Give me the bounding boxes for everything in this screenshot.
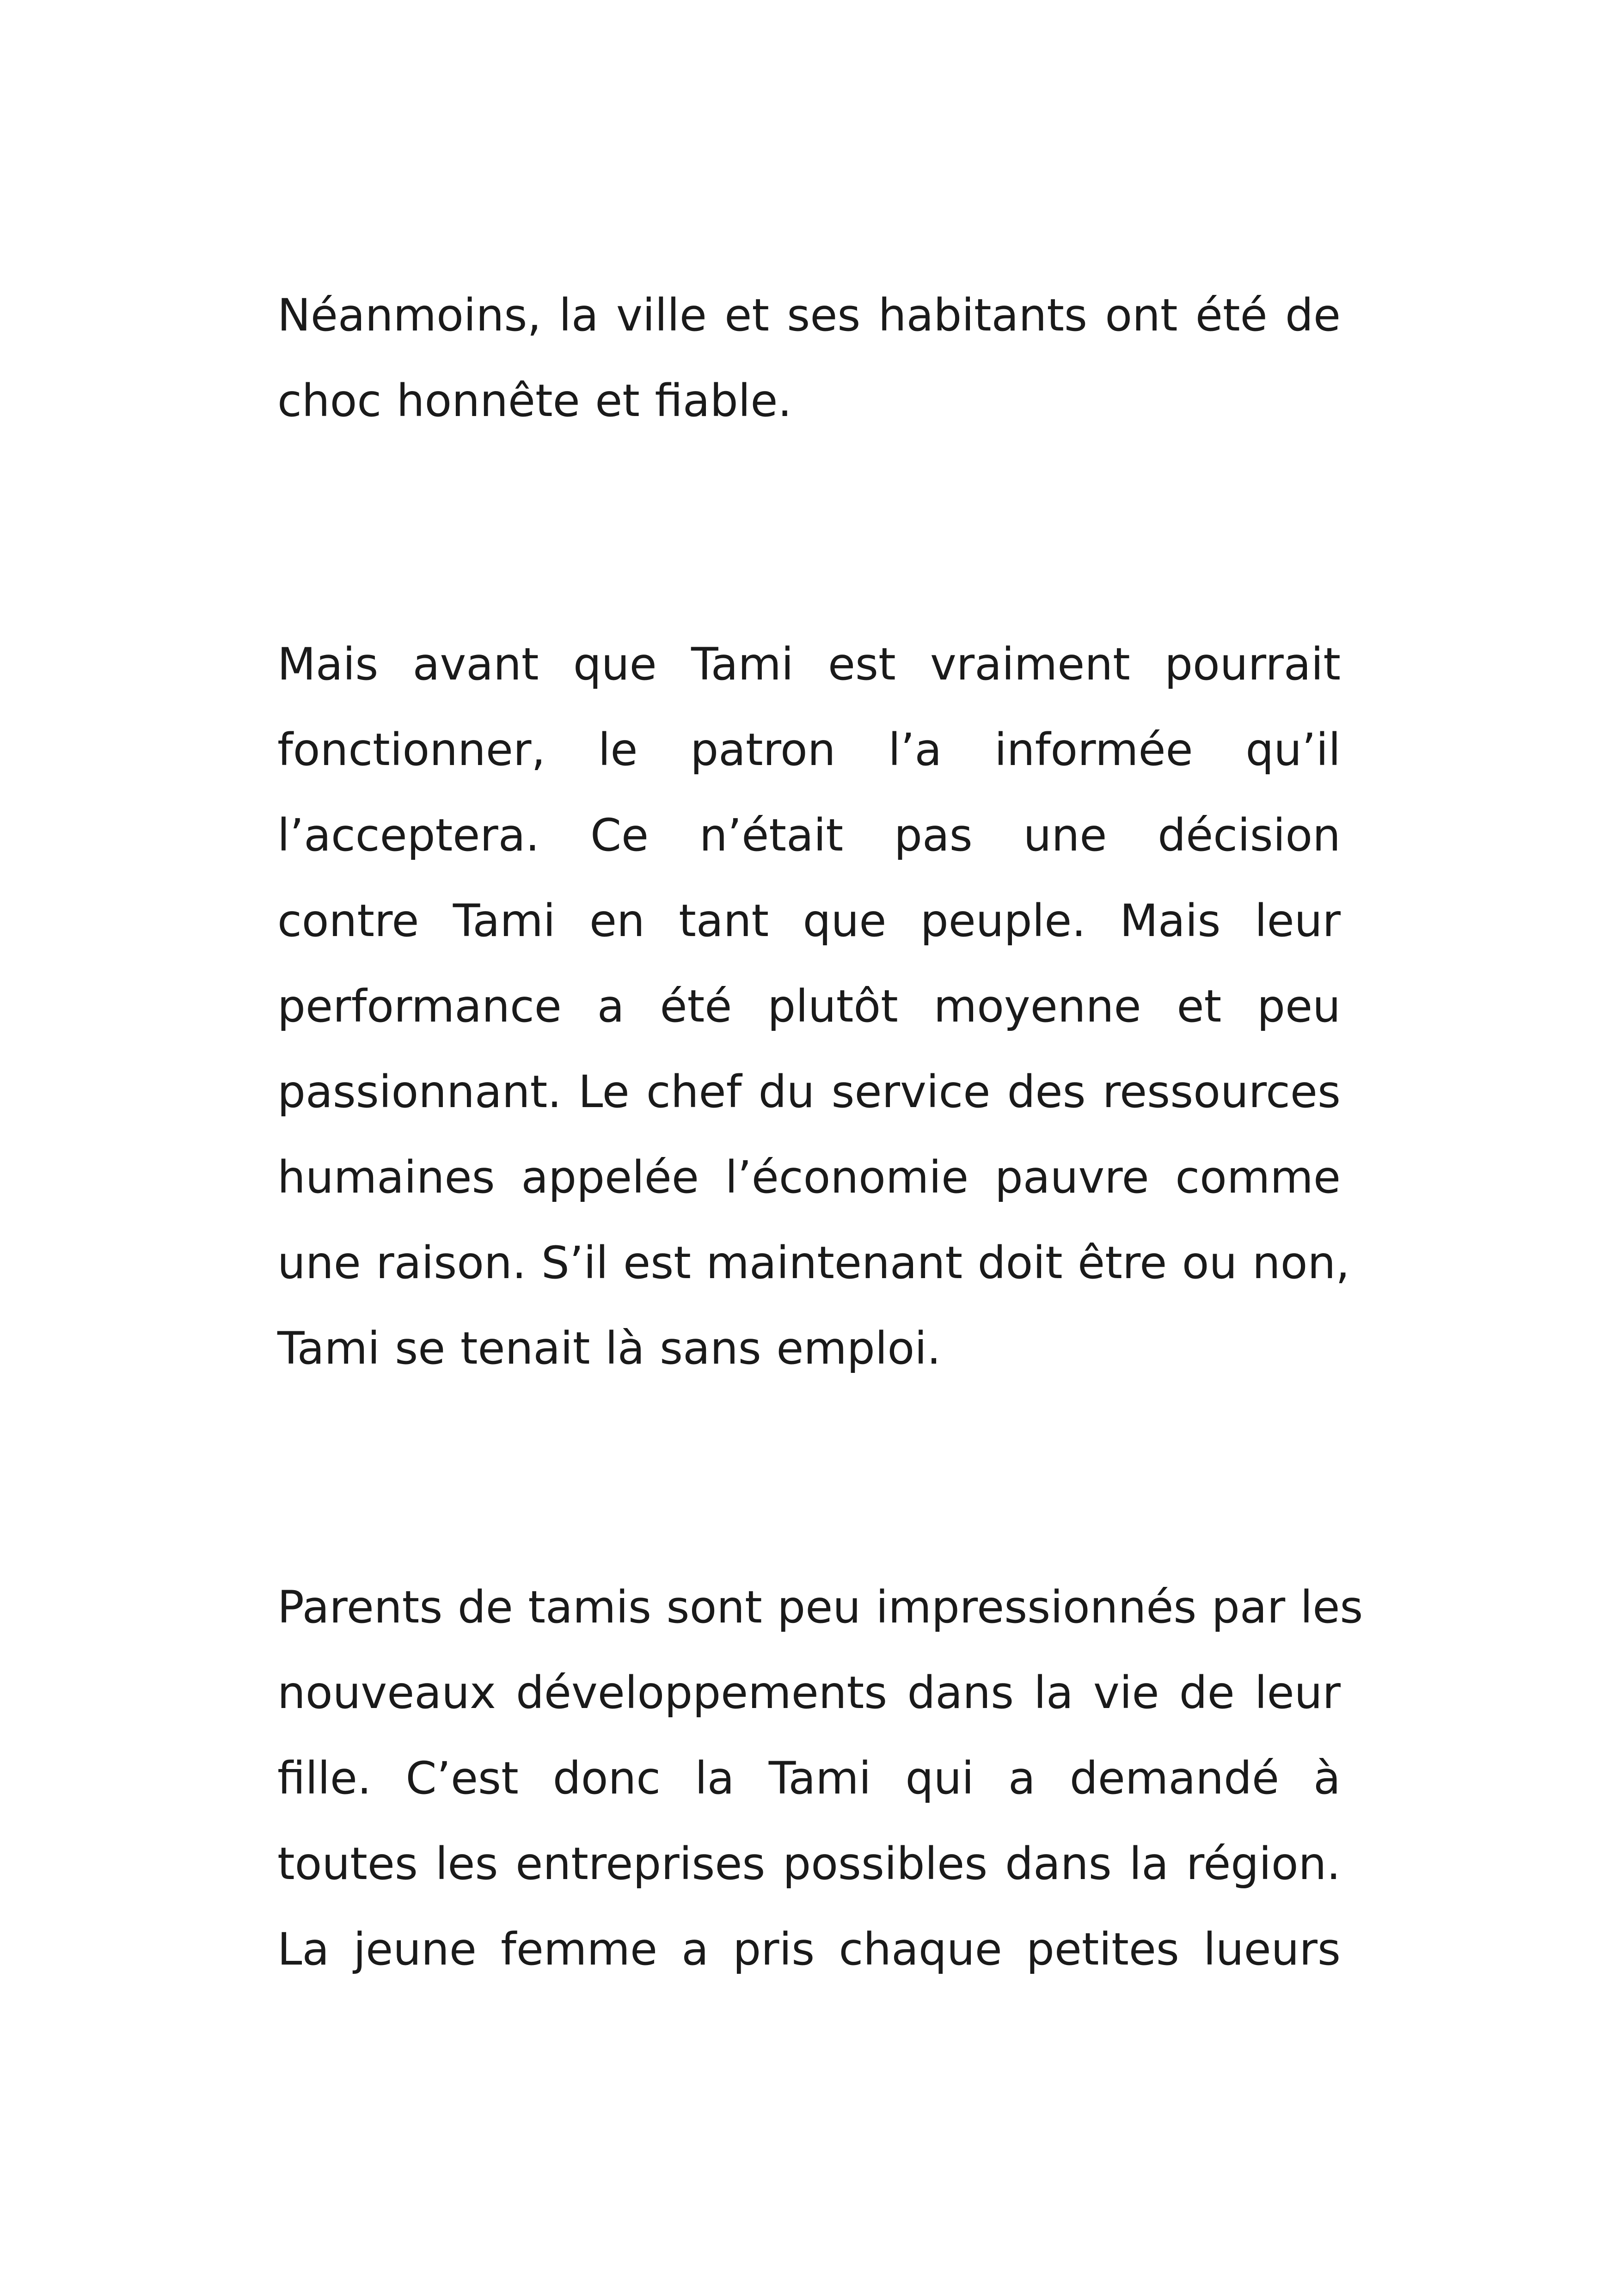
- text-line: nouveaux développements dans la vie de leur: [277, 1667, 1341, 1719]
- text-line: Mais avant que Tami est vraiment pourrait: [277, 638, 1341, 690]
- text-line: fonctionner, le patron l’a informée qu’il: [277, 724, 1341, 776]
- paragraph-1: [277, 273, 1341, 444]
- text-line: choc honnête et fiable.: [277, 375, 792, 427]
- text-line: toutes les entreprises possibles dans la région.: [277, 1838, 1341, 1890]
- paragraph-2: [277, 622, 1350, 1391]
- text-line: contre Tami en tant que peuple. Mais leur: [277, 895, 1341, 947]
- text-line: une raison. S’il est maintenant doit être ou non,: [277, 1237, 1350, 1289]
- text-line: humaines appelée l’économie pauvre comme: [277, 1151, 1341, 1203]
- text-line: Néanmoins, la ville et ses habitants ont été de: [277, 289, 1341, 341]
- text-line: fille. C’est donc la Tami qui a demandé à: [277, 1752, 1341, 1804]
- text-line: La jeune femme a pris chaque petites lueurs: [277, 1923, 1341, 1975]
- text-line: performance a été plutôt moyenne et peu: [277, 980, 1341, 1032]
- text-line: l’acceptera. Ce n’était pas une décision: [277, 809, 1341, 861]
- text-line: passionnant. Le chef du service des ressources: [277, 1066, 1341, 1118]
- paragraph-3: [277, 1565, 1363, 1992]
- text-line: Tami se tenait là sans emploi.: [277, 1322, 941, 1374]
- text-line: Parents de tamis sont peu impressionnés par les: [277, 1581, 1363, 1633]
